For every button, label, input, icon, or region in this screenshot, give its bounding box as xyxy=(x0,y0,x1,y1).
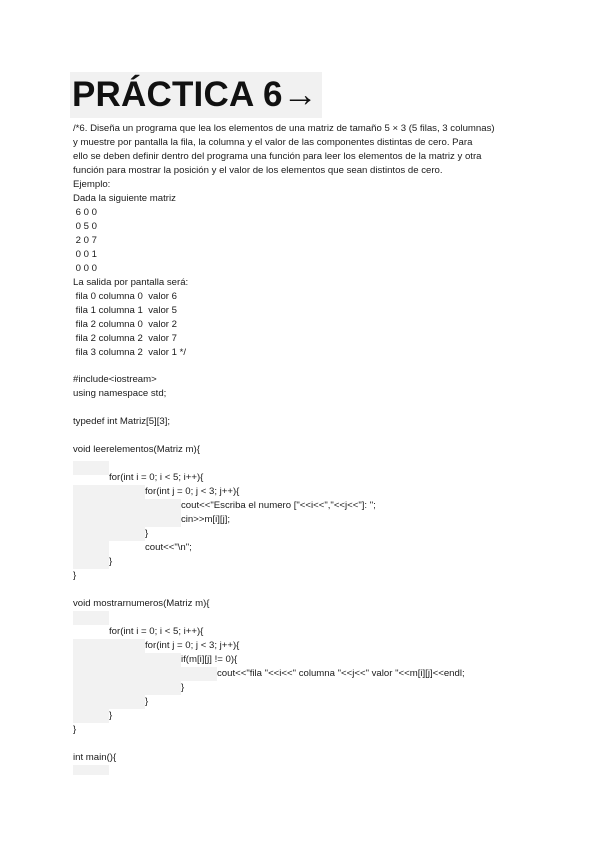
code-line: } xyxy=(145,528,149,539)
code-line: for(int j = 0; j < 3; j++){ xyxy=(145,640,240,651)
output-line: fila 3 columna 2 valor 1 */ xyxy=(73,347,187,358)
page-title: PRÁCTICA 6→ xyxy=(72,75,318,114)
indent-highlight xyxy=(73,485,109,569)
intro-line: ello se deben definir dentro del programa una función para leer los elementos de la matriz y otra xyxy=(73,151,482,162)
code-line: if(m[i][j] != 0){ xyxy=(181,654,238,665)
intro-line: Dada la siguiente matriz xyxy=(73,193,176,204)
code-line: void leerelementos(Matriz m){ xyxy=(73,444,200,455)
indent-highlight xyxy=(145,499,181,527)
matrix-row: 0 0 1 xyxy=(73,249,98,260)
intro-line: y muestre por pantalla la fila, la columna y el valor de las componentes distintas de cero. Para xyxy=(73,137,473,148)
code-line: } xyxy=(73,724,77,735)
code-line: for(int i = 0; i < 5; i++){ xyxy=(109,626,204,637)
matrix-row: 0 5 0 xyxy=(73,221,98,232)
intro-line: /*6. Diseña un programa que lea los elementos de una matriz de tamaño 5 × 3 (5 filas, 3 columnas) xyxy=(73,123,495,134)
indent-highlight xyxy=(109,485,145,541)
intro-line: función para mostrar la posición y el valor de los elementos que sean distintos de cero. xyxy=(73,165,443,176)
indent-highlight xyxy=(73,461,109,475)
output-line: fila 2 columna 0 valor 2 xyxy=(73,319,177,330)
code-line: int main(){ xyxy=(73,752,117,763)
code-line: cin>>m[i][j]; xyxy=(181,514,231,525)
output-line: fila 0 columna 0 valor 6 xyxy=(73,291,177,302)
indent-highlight xyxy=(73,765,109,775)
code-line: #include<iostream> xyxy=(73,374,157,385)
code-line: typedef int Matriz[5][3]; xyxy=(73,416,171,427)
output-line: fila 1 columna 1 valor 5 xyxy=(73,305,177,316)
matrix-row: 6 0 0 xyxy=(73,207,98,218)
intro-line: La salida por pantalla será: xyxy=(73,277,189,288)
code-line: using namespace std; xyxy=(73,388,167,399)
code-line: void mostrarnumeros(Matriz m){ xyxy=(73,598,210,609)
code-line: } xyxy=(73,570,77,581)
code-line: } xyxy=(109,556,113,567)
indent-highlight xyxy=(109,639,145,709)
code-line: cout<<"Escriba el numero ["<<i<<","<<j<<"]: "; xyxy=(181,500,376,511)
matrix-row: 2 0 7 xyxy=(73,235,98,246)
matrix-row: 0 0 0 xyxy=(73,263,98,274)
code-line: cout<<"fila "<<i<<" columna "<<j<<" valor "<<m[i][j]<<endl; xyxy=(217,668,465,679)
code-line: for(int j = 0; j < 3; j++){ xyxy=(145,486,240,497)
code-line: } xyxy=(181,682,185,693)
indent-highlight xyxy=(145,653,181,695)
code-line: for(int i = 0; i < 5; i++){ xyxy=(109,472,204,483)
intro-line: Ejemplo: xyxy=(73,179,111,190)
code-line: cout<<"\n"; xyxy=(145,542,192,553)
indent-highlight xyxy=(181,667,217,681)
indent-highlight xyxy=(73,639,109,723)
output-line: fila 2 columna 2 valor 7 xyxy=(73,333,177,344)
code-line: } xyxy=(109,710,113,721)
indent-highlight xyxy=(73,611,109,625)
code-line: } xyxy=(145,696,149,707)
